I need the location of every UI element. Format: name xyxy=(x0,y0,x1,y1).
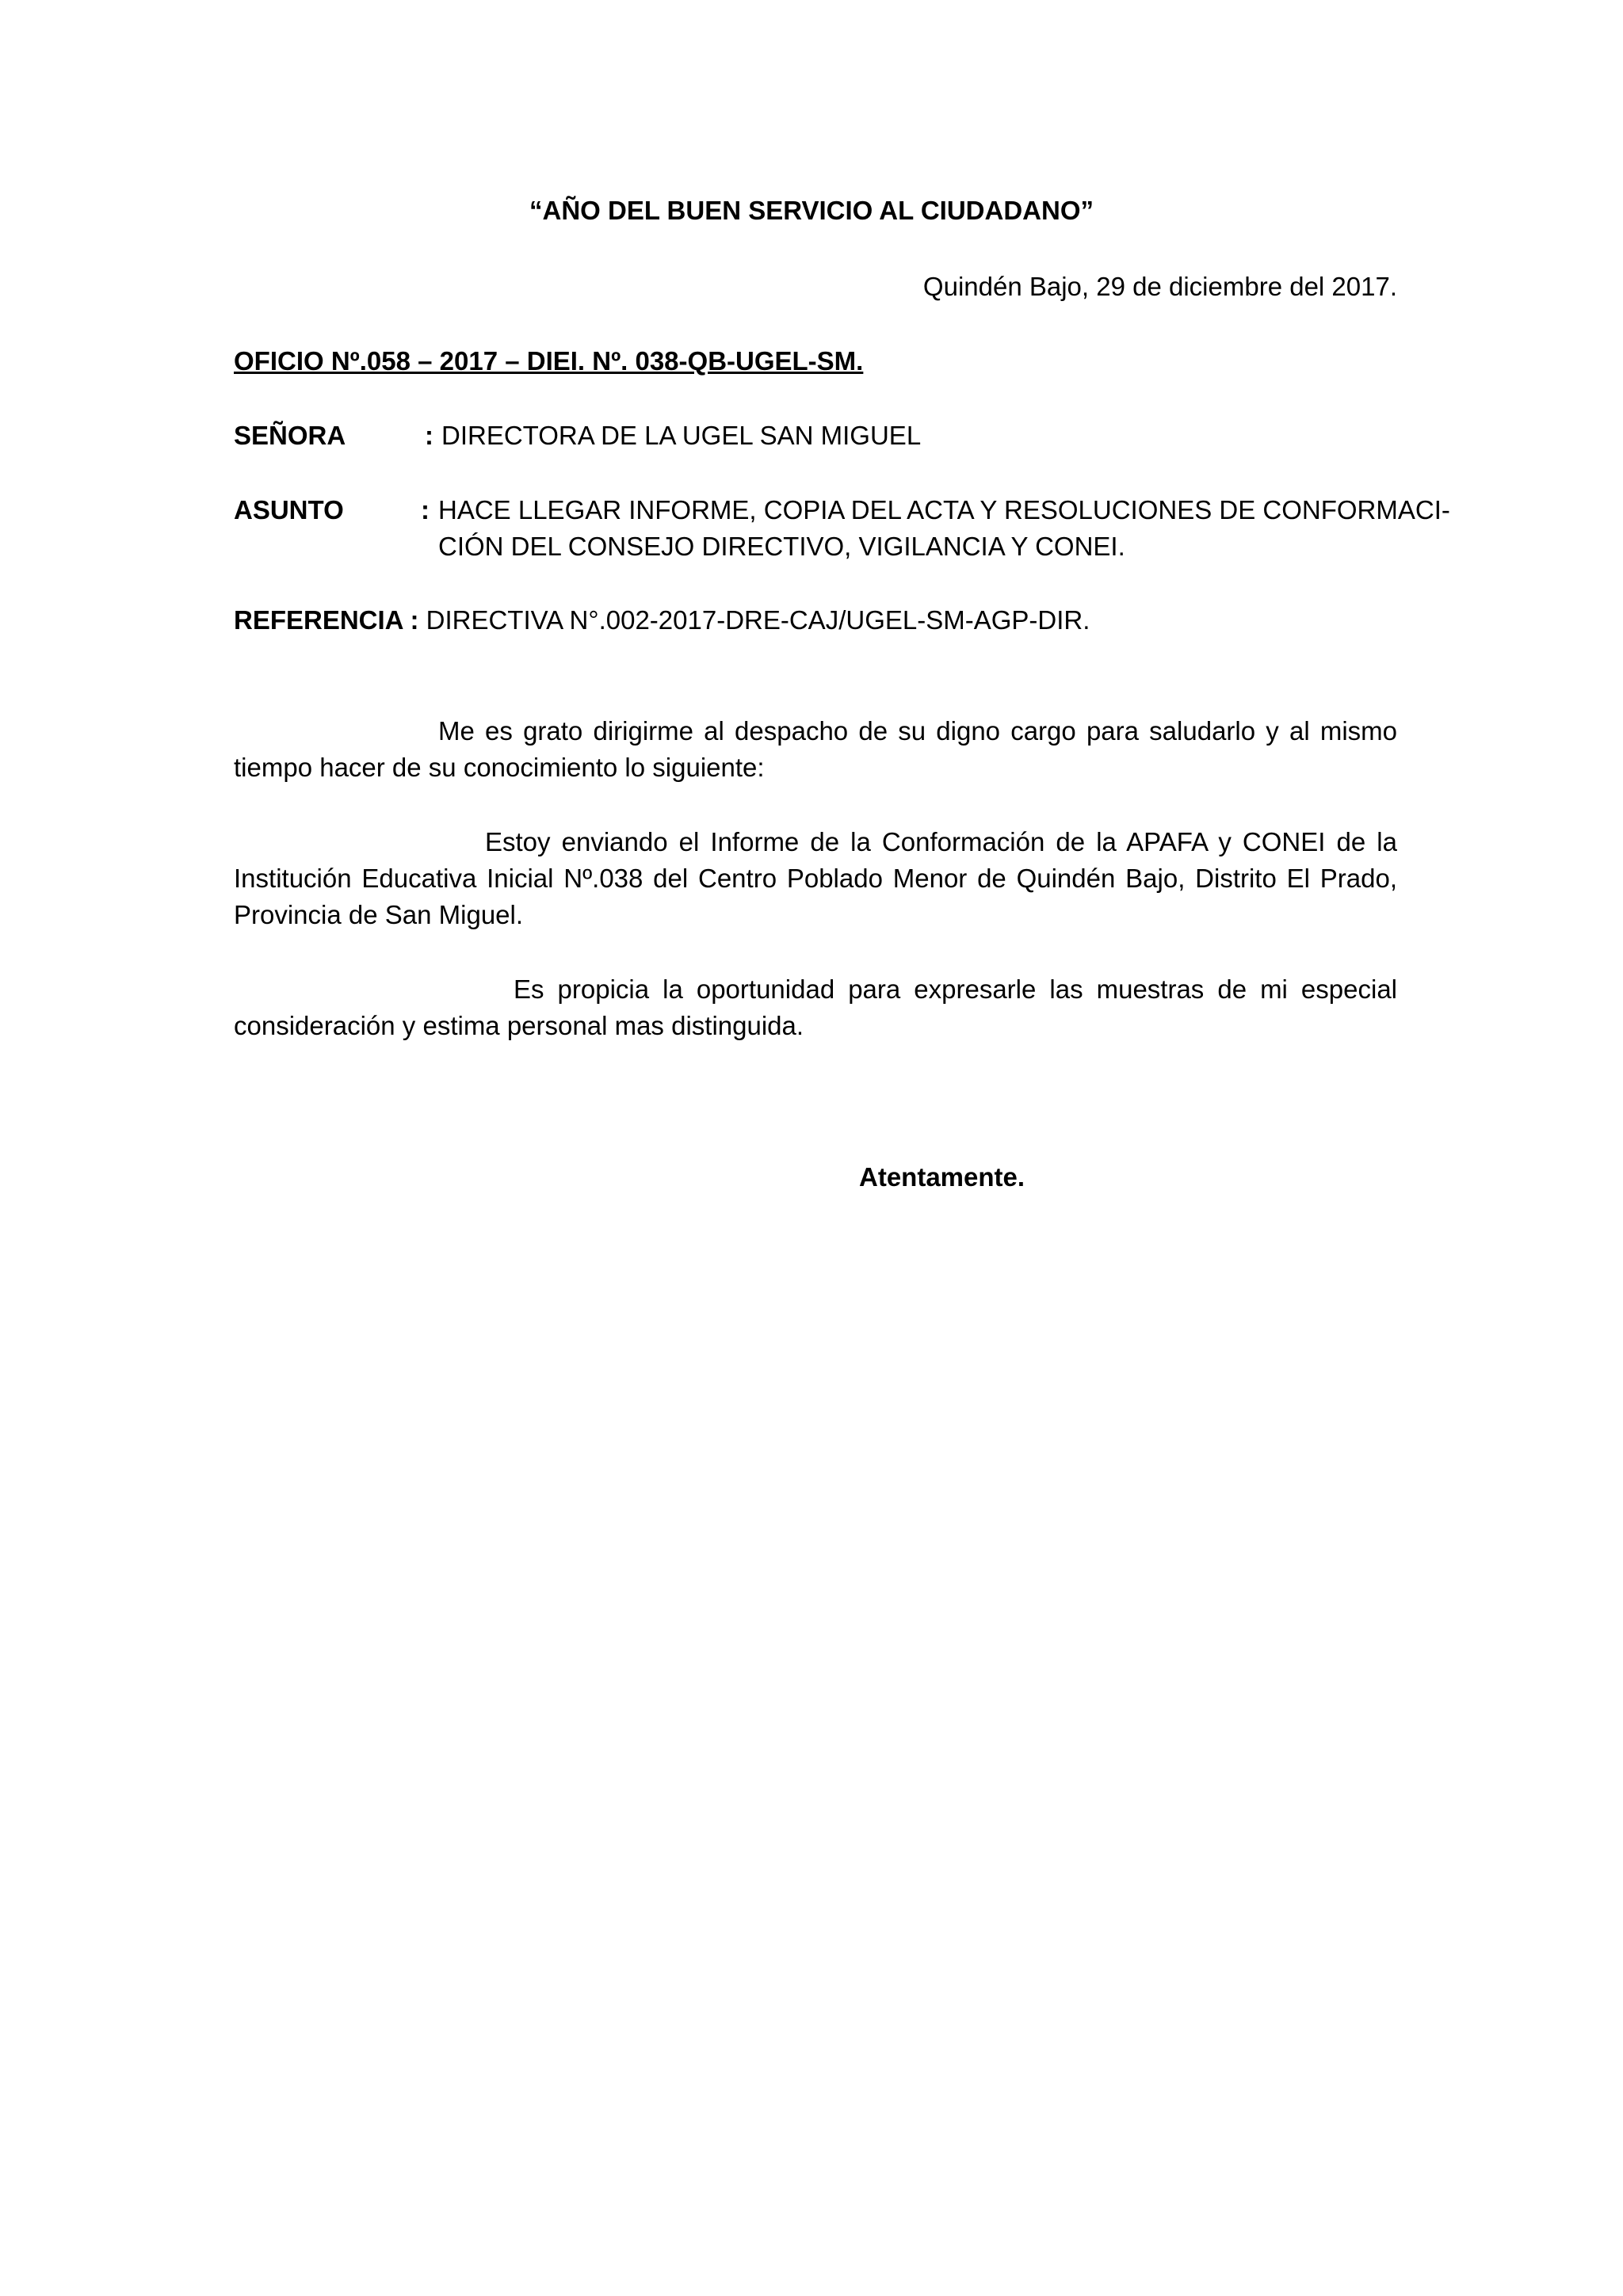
subject-label: ASUNTO xyxy=(234,495,344,524)
year-motto-heading: “AÑO DEL BUEN SERVICIO AL CIUDADANO” xyxy=(529,196,1094,225)
closing-salutation: Atentamente. xyxy=(859,1162,1025,1192)
body-paragraph-3: Es propicia la oportunidad para expresarle las muestras de mi especial consideración y estima personal mas distinguida. xyxy=(234,974,1397,1040)
body-paragraph-2: Estoy enviando el Informe de la Conformación de la APAFA y CONEI de la Institución Educativa Inicial Nº.038 del Centro Poblado Menor de Quindén Bajo, Distrito El Prado, Provincia de San Miguel. xyxy=(234,827,1397,929)
reference-label: REFERENCIA : xyxy=(234,605,419,635)
addressee-value: DIRECTORA DE LA UGEL SAN MIGUEL xyxy=(441,421,922,450)
oficio-number: OFICIO Nº.058 – 2017 – DIEI. Nº. 038-QB-UGEL-SM. xyxy=(234,346,864,376)
reference-value: DIRECTIVA N°.002-2017-DRE-CAJ/UGEL-SM-AGP-DIR. xyxy=(426,605,1090,635)
place-date: Quindén Bajo, 29 de diciembre del 2017. xyxy=(922,272,1397,301)
subject-colon: : xyxy=(421,495,430,524)
reference-line xyxy=(234,602,1090,639)
subject-line-2: CIÓN DEL CONSEJO DIRECTIVO, VIGILANCIA Y CONEI. xyxy=(438,532,1125,561)
subject-line-1: HACE LLEGAR INFORME, COPIA DEL ACTA Y RESOLUCIONES DE CONFORMACI- xyxy=(438,495,1450,524)
addressee-colon: : xyxy=(425,421,433,450)
body-paragraph-1: Me es grato dirigirme al despacho de su digno cargo para saludarlo y al mismo tiempo hacer de su conocimiento lo siguiente: xyxy=(234,716,1397,782)
addressee-label: SEÑORA xyxy=(234,421,346,450)
